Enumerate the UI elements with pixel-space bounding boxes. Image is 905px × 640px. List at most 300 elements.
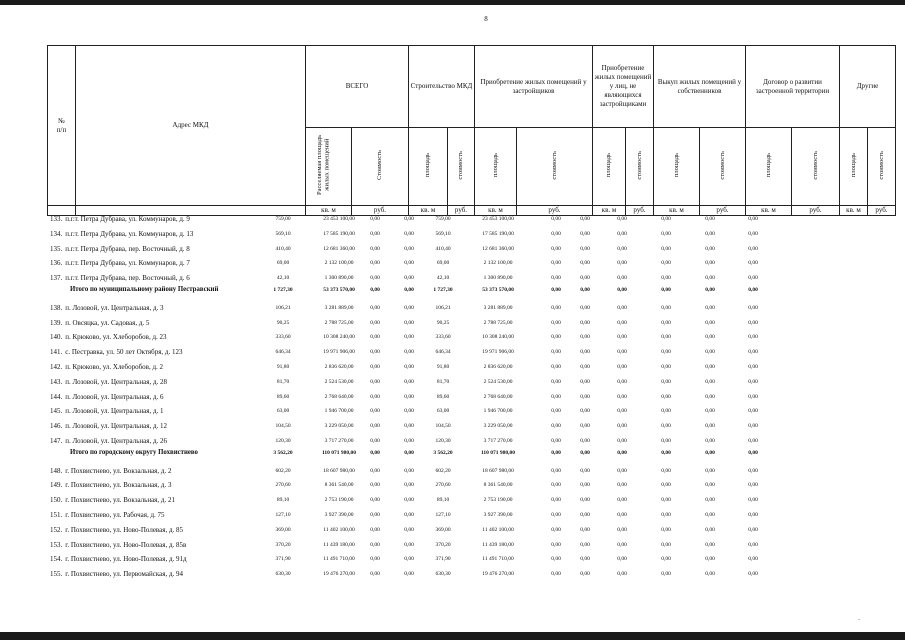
row-value: 0,00 — [370, 378, 380, 385]
row-value: 18 607 980,00 — [323, 467, 355, 474]
row-value: 0,00 — [580, 393, 590, 400]
sub-area: площадь — [746, 128, 792, 206]
row-value: 0,00 — [370, 230, 380, 237]
row-value: 0,00 — [617, 437, 627, 444]
row-value: 0,00 — [748, 511, 758, 518]
row-value: 0,00 — [748, 230, 758, 237]
sub-cost: стоимость — [448, 128, 475, 206]
row-value: 42,10 — [276, 275, 290, 282]
top-border — [0, 0, 905, 5]
row-value: 0,00 — [404, 245, 414, 252]
row-address-text: п. Лозовой, ул. Центральная, д. 26 — [65, 436, 168, 445]
row-value: 0,00 — [404, 230, 414, 237]
row-address-text: п. Лозовой, ул. Центральная, д. 6 — [65, 392, 164, 401]
row-number: 135. — [50, 244, 63, 253]
row-value: 89,60 — [276, 393, 290, 400]
row-value: 370,20 — [275, 541, 291, 548]
row-value: 0,00 — [370, 449, 380, 456]
row-value: 0,00 — [661, 482, 671, 489]
row-value: 0,00 — [580, 467, 590, 474]
row-value: 0,00 — [705, 497, 715, 504]
row-value: 2 788 725,00 — [324, 319, 354, 326]
row-value: 0,00 — [370, 497, 380, 504]
row-value: 1 300 890,00 — [483, 275, 513, 282]
row-value: 0,00 — [661, 216, 671, 222]
row-value: 0,00 — [705, 423, 715, 430]
row-value: 127,10 — [435, 511, 451, 518]
row-address-text: г. Похвистнево, ул. Ново-Полевая, д. 85 — [65, 525, 184, 534]
row-value: 2 524 530,00 — [324, 378, 354, 385]
group-owners-header: Выкуп жилых помещений у собственников — [654, 46, 746, 128]
table-row — [47, 404, 847, 419]
sub-area: площадь — [475, 128, 517, 206]
table-body — [47, 212, 847, 582]
row-value: 0,00 — [551, 334, 561, 341]
row-value: 0,00 — [661, 245, 671, 252]
row-value: 0,00 — [661, 467, 671, 474]
row-value: 410,40 — [435, 245, 451, 252]
row-value: 0,00 — [617, 571, 627, 578]
row-value: 2 132 100,00 — [483, 260, 513, 267]
row-value: 369,00 — [435, 526, 451, 533]
row-value: 10 308 240,00 — [323, 334, 355, 341]
row-value: 0,00 — [404, 378, 414, 385]
row-address-text: п. Лозовой, ул. Центральная, д. 12 — [65, 422, 168, 431]
row-value: 0,00 — [705, 378, 715, 385]
row-value: 0,00 — [661, 319, 671, 326]
group-nondeveloper-header: Приобретение жилых помещений у лиц, не являющихся застройщиками — [593, 46, 654, 128]
row-value: 0,00 — [404, 497, 414, 504]
row-value: 104,50 — [275, 423, 291, 430]
row-value: 0,00 — [617, 216, 627, 222]
row-value: 0,00 — [580, 571, 590, 578]
row-value: 0,00 — [705, 349, 715, 356]
row-value: 0,00 — [617, 304, 627, 311]
unit-area: кв. м — [654, 206, 700, 216]
row-address-text: п. Лозовой, ул. Центральная, д. 3 — [65, 303, 164, 312]
row-value: 91,80 — [436, 363, 450, 370]
row-value: 0,00 — [617, 334, 627, 341]
row-value: 0,00 — [370, 541, 380, 548]
row-value: 0,00 — [551, 526, 561, 533]
row-value: 0,00 — [661, 556, 671, 563]
row-value: 0,00 — [580, 260, 590, 267]
row-value: 0,00 — [580, 482, 590, 489]
unit-area: кв. м — [475, 206, 517, 216]
unit-rub: руб. — [792, 206, 840, 216]
row-value: 0,00 — [661, 363, 671, 370]
table-row — [47, 538, 847, 553]
row-value: 0,00 — [404, 437, 414, 444]
row-value: 127,10 — [275, 511, 291, 518]
row-value: 0,00 — [551, 286, 561, 293]
row-value: 0,00 — [551, 319, 561, 326]
row-value: 106,21 — [275, 304, 291, 311]
row-value: 0,00 — [748, 541, 758, 548]
row-value: 0,00 — [580, 216, 590, 222]
col-num-header: № п/п — [48, 46, 76, 206]
row-value: 0,00 — [580, 378, 590, 385]
row-value: 0,00 — [404, 556, 414, 563]
row-value: 0,00 — [404, 482, 414, 489]
row-value: 0,00 — [748, 378, 758, 385]
row-value: 120,30 — [275, 437, 291, 444]
row-value: 0,00 — [705, 467, 715, 474]
row-value: 11 491 710,00 — [482, 556, 514, 563]
row-address-text: п.г.т. Петра Дубрава, ул. Коммунаров, д. 13 — [65, 229, 194, 238]
row-value: 0,00 — [580, 541, 590, 548]
row-value: 0,00 — [661, 423, 671, 430]
table-row — [47, 552, 847, 567]
row-value: 91,80 — [276, 363, 290, 370]
row-value: 0,00 — [748, 482, 758, 489]
row-number: 139. — [50, 318, 63, 327]
unit-area: кв. м — [840, 206, 868, 216]
row-value: 0,00 — [580, 556, 590, 563]
row-value: 0,00 — [705, 482, 715, 489]
row-address-text: г. Похвистнево, ул. Ново-Полевая, д. 91д — [65, 555, 187, 564]
row-value: 0,00 — [661, 275, 671, 282]
row-value: 0,00 — [580, 363, 590, 370]
row-number: 137. — [50, 274, 63, 283]
subtotal-row — [47, 286, 847, 301]
row-value: 602,20 — [275, 467, 291, 474]
row-value: 0,00 — [617, 482, 627, 489]
row-value: 0,00 — [748, 449, 758, 456]
row-value: 90,25 — [436, 319, 450, 326]
unit-rub: руб. — [626, 206, 654, 216]
row-value: 569,10 — [275, 230, 291, 237]
row-value: 81,70 — [276, 378, 290, 385]
row-value: 0,00 — [617, 349, 627, 356]
row-value: 19 971 906,00 — [482, 349, 514, 356]
group-other-header: Другие — [840, 46, 896, 128]
row-value: 0,00 — [661, 230, 671, 237]
row-value: 0,00 — [617, 286, 627, 293]
row-value: 0,00 — [661, 260, 671, 267]
row-value: 0,00 — [748, 423, 758, 430]
row-value: 371,90 — [275, 556, 291, 563]
row-value: 53 373 570,00 — [323, 286, 355, 293]
row-address-text: г. Похвистнево, ул. Вокзальная, д. 3 — [65, 481, 172, 490]
sub-cost: стоимость — [868, 128, 896, 206]
row-value: 1 727,30 — [273, 286, 293, 293]
row-value: 0,00 — [580, 230, 590, 237]
row-value: 0,00 — [617, 497, 627, 504]
table-row — [47, 330, 847, 345]
row-value: 0,00 — [404, 511, 414, 518]
row-number: 141. — [50, 348, 63, 357]
row-value: 0,00 — [551, 482, 561, 489]
corner-mark: . — [858, 613, 860, 622]
row-value: 0,00 — [661, 526, 671, 533]
row-value: 0,00 — [370, 393, 380, 400]
row-value: 0,00 — [661, 437, 671, 444]
row-value: 0,00 — [748, 245, 758, 252]
row-value: 63,00 — [436, 408, 450, 415]
row-value: 0,00 — [748, 334, 758, 341]
row-address-text: г. Похвистнево, ул. Первомайская, д. 94 — [65, 570, 184, 579]
row-value: 0,00 — [617, 275, 627, 282]
row-value: 2 132 100,00 — [324, 260, 354, 267]
row-value: 0,00 — [705, 216, 715, 222]
row-value: 110 071 980,00 — [480, 449, 516, 456]
row-value: 42,10 — [436, 275, 450, 282]
row-value: 0,00 — [705, 363, 715, 370]
row-value: 0,00 — [370, 319, 380, 326]
row-value: 0,00 — [580, 497, 590, 504]
row-value: 0,00 — [580, 423, 590, 430]
row-number: 138. — [50, 303, 63, 312]
row-value: 0,00 — [551, 556, 561, 563]
row-value: 3 562,20 — [273, 449, 293, 456]
row-value: 0,00 — [551, 408, 561, 415]
row-value: 81,70 — [436, 378, 450, 385]
row-value: 0,00 — [370, 423, 380, 430]
row-value: 0,00 — [580, 449, 590, 456]
row-value: 0,00 — [370, 482, 380, 489]
table-row — [47, 419, 847, 434]
row-value: 19 476 270,00 — [482, 571, 514, 578]
row-value: 0,00 — [551, 260, 561, 267]
row-value: 0,00 — [617, 526, 627, 533]
row-value: 8 361 540,00 — [483, 482, 513, 489]
row-value: 0,00 — [580, 304, 590, 311]
bottom-border — [0, 632, 905, 640]
row-value: 0,00 — [748, 275, 758, 282]
row-value: 0,00 — [617, 260, 627, 267]
unit-rub: руб. — [517, 206, 593, 216]
row-number: 134. — [50, 229, 63, 238]
row-value: 0,00 — [580, 437, 590, 444]
row-value: 0,00 — [617, 511, 627, 518]
row-value: 0,00 — [551, 571, 561, 578]
row-address-text: п.г.т. Петра Дубрава, пер. Восточный, д. 8 — [65, 244, 190, 253]
row-value: 0,00 — [748, 286, 758, 293]
row-value: 0,00 — [551, 467, 561, 474]
sub-total-area: Расселяемая площадь жилых помещений — [306, 128, 352, 206]
page-number: 8 — [484, 15, 488, 23]
row-value: 0,00 — [705, 408, 715, 415]
row-value: 0,00 — [404, 319, 414, 326]
row-value: 333,60 — [275, 334, 291, 341]
row-value: 0,00 — [661, 571, 671, 578]
row-value: 3 927 390,00 — [324, 511, 354, 518]
row-value: 0,00 — [748, 393, 758, 400]
row-value: 0,00 — [661, 304, 671, 311]
row-value: 0,00 — [551, 497, 561, 504]
table-row — [47, 478, 847, 493]
table-row — [47, 493, 847, 508]
row-value: 0,00 — [661, 449, 671, 456]
row-value: 0,00 — [617, 230, 627, 237]
row-value: 0,00 — [705, 230, 715, 237]
row-value: 0,00 — [370, 526, 380, 533]
row-value: 0,00 — [617, 467, 627, 474]
row-value: 0,00 — [551, 230, 561, 237]
row-value: 0,00 — [661, 511, 671, 518]
row-value: 0,00 — [617, 449, 627, 456]
row-value: 0,00 — [551, 393, 561, 400]
row-value: 630,30 — [275, 571, 291, 578]
row-value: 369,00 — [275, 526, 291, 533]
table-row — [47, 212, 847, 227]
subtotal-label: Итого по городскому округу Похвистнево — [70, 448, 198, 456]
row-value: 0,00 — [617, 408, 627, 415]
row-value: 0,00 — [748, 526, 758, 533]
row-value: 0,00 — [551, 437, 561, 444]
row-value: 89,10 — [276, 497, 290, 504]
row-value: 0,00 — [404, 449, 414, 456]
row-value: 0,00 — [748, 571, 758, 578]
row-value: 0,00 — [705, 437, 715, 444]
row-value: 0,00 — [661, 378, 671, 385]
table-row — [47, 345, 847, 360]
row-value: 3 562,20 — [433, 449, 453, 456]
row-value: 2 524 530,00 — [483, 378, 513, 385]
row-value: 1 946 700,00 — [483, 408, 513, 415]
row-value: 3 229 050,00 — [483, 423, 513, 430]
row-value: 333,60 — [435, 334, 451, 341]
row-value: 3 927 390,00 — [483, 511, 513, 518]
table-row — [47, 390, 847, 405]
row-value: 0,00 — [617, 541, 627, 548]
row-value: 0,00 — [748, 216, 758, 222]
row-value: 3 281 889,00 — [483, 304, 513, 311]
row-value: 0,00 — [617, 423, 627, 430]
row-address-text: г. Похвистнево, ул. Ново-Полевая, д. 85в — [65, 540, 187, 549]
table-row — [47, 227, 847, 242]
row-value: 0,00 — [404, 526, 414, 533]
row-value: 1 300 890,00 — [324, 275, 354, 282]
row-value: 89,60 — [436, 393, 450, 400]
row-value: 0,00 — [404, 467, 414, 474]
row-value: 0,00 — [404, 571, 414, 578]
row-value: 11 439 180,00 — [482, 541, 514, 548]
row-value: 10 308 240,00 — [482, 334, 514, 341]
row-value: 23 453 100,00 — [323, 216, 355, 222]
row-value: 69,00 — [276, 260, 290, 267]
row-value: 0,00 — [705, 260, 715, 267]
row-value: 0,00 — [661, 349, 671, 356]
row-value: 0,00 — [370, 556, 380, 563]
row-value: 0,00 — [404, 393, 414, 400]
row-value: 0,00 — [748, 556, 758, 563]
row-value: 19 971 906,00 — [323, 349, 355, 356]
row-value: 0,00 — [370, 511, 380, 518]
row-value: 0,00 — [370, 216, 380, 222]
row-value: 0,00 — [705, 571, 715, 578]
row-value: 0,00 — [661, 393, 671, 400]
row-value: 0,00 — [370, 467, 380, 474]
row-address-text: г. Похвистнево, ул. Вокзальная, д. 2 — [65, 466, 172, 475]
row-value: 0,00 — [661, 286, 671, 293]
row-value: 0,00 — [705, 526, 715, 533]
row-value: 0,00 — [705, 286, 715, 293]
row-value: 3 717 270,00 — [324, 437, 354, 444]
row-number: 147. — [50, 436, 63, 445]
row-address-text: п. Лозовой, ул. Центральная, д. 1 — [65, 407, 164, 416]
row-value: 12 681 360,00 — [323, 245, 355, 252]
row-value: 569,10 — [435, 230, 451, 237]
row-value: 89,10 — [436, 497, 450, 504]
row-value: 63,00 — [276, 408, 290, 415]
sub-area: площадь — [593, 128, 626, 206]
row-number: 150. — [50, 496, 63, 505]
row-number: 140. — [50, 333, 63, 342]
unit-rub: руб. — [700, 206, 746, 216]
group-developer-header: Приобретение жилых помещений у застройщиков — [475, 46, 593, 128]
table-row — [47, 567, 847, 582]
row-value: 646,34 — [275, 349, 291, 356]
row-value: 0,00 — [580, 245, 590, 252]
row-value: 0,00 — [370, 260, 380, 267]
row-value: 0,00 — [551, 449, 561, 456]
row-value: 0,00 — [748, 437, 758, 444]
row-value: 106,21 — [435, 304, 451, 311]
row-number: 153. — [50, 540, 63, 549]
row-value: 0,00 — [551, 275, 561, 282]
row-value: 0,00 — [580, 286, 590, 293]
row-number: 143. — [50, 377, 63, 386]
row-value: 0,00 — [404, 286, 414, 293]
row-value: 646,34 — [435, 349, 451, 356]
row-value: 0,00 — [580, 319, 590, 326]
row-value: 0,00 — [748, 349, 758, 356]
row-value: 8 361 540,00 — [324, 482, 354, 489]
row-value: 0,00 — [551, 378, 561, 385]
row-value: 0,00 — [404, 260, 414, 267]
row-value: 0,00 — [661, 334, 671, 341]
row-value: 0,00 — [580, 408, 590, 415]
row-number: 152. — [50, 525, 63, 534]
row-value: 0,00 — [370, 334, 380, 341]
row-value: 0,00 — [748, 304, 758, 311]
row-value: 3 229 050,00 — [324, 423, 354, 430]
row-value: 759,00 — [275, 216, 291, 222]
table-row — [47, 508, 847, 523]
row-value: 0,00 — [748, 319, 758, 326]
group-contract-header: Договор о развитии застроенной территории — [746, 46, 840, 128]
table-header — [47, 45, 896, 216]
group-build-header: Строительство МКД — [409, 46, 475, 128]
row-value: 602,20 — [435, 467, 451, 474]
row-value: 0,00 — [705, 556, 715, 563]
row-value: 0,00 — [370, 408, 380, 415]
row-value: 0,00 — [617, 363, 627, 370]
row-value: 0,00 — [370, 304, 380, 311]
row-value: 11 402 100,00 — [482, 526, 514, 533]
row-value: 2 836 620,00 — [324, 363, 354, 370]
row-number: 148. — [50, 466, 63, 475]
row-value: 0,00 — [705, 393, 715, 400]
row-value: 0,00 — [580, 511, 590, 518]
row-value: 0,00 — [551, 349, 561, 356]
subtotal-row — [47, 449, 847, 464]
row-value: 0,00 — [370, 286, 380, 293]
row-value: 11 439 180,00 — [323, 541, 355, 548]
sub-cost: стоимость — [517, 128, 593, 206]
row-value: 370,20 — [435, 541, 451, 548]
row-value: 0,00 — [661, 497, 671, 504]
unit-area: кв. м — [746, 206, 792, 216]
row-value: 0,00 — [404, 363, 414, 370]
table-row — [47, 316, 847, 331]
sub-area: площадь — [654, 128, 700, 206]
row-address-text: п. Лозовой, ул. Центральная, д. 28 — [65, 377, 168, 386]
unit-area: кв. м — [306, 206, 352, 216]
row-value: 0,00 — [617, 378, 627, 385]
